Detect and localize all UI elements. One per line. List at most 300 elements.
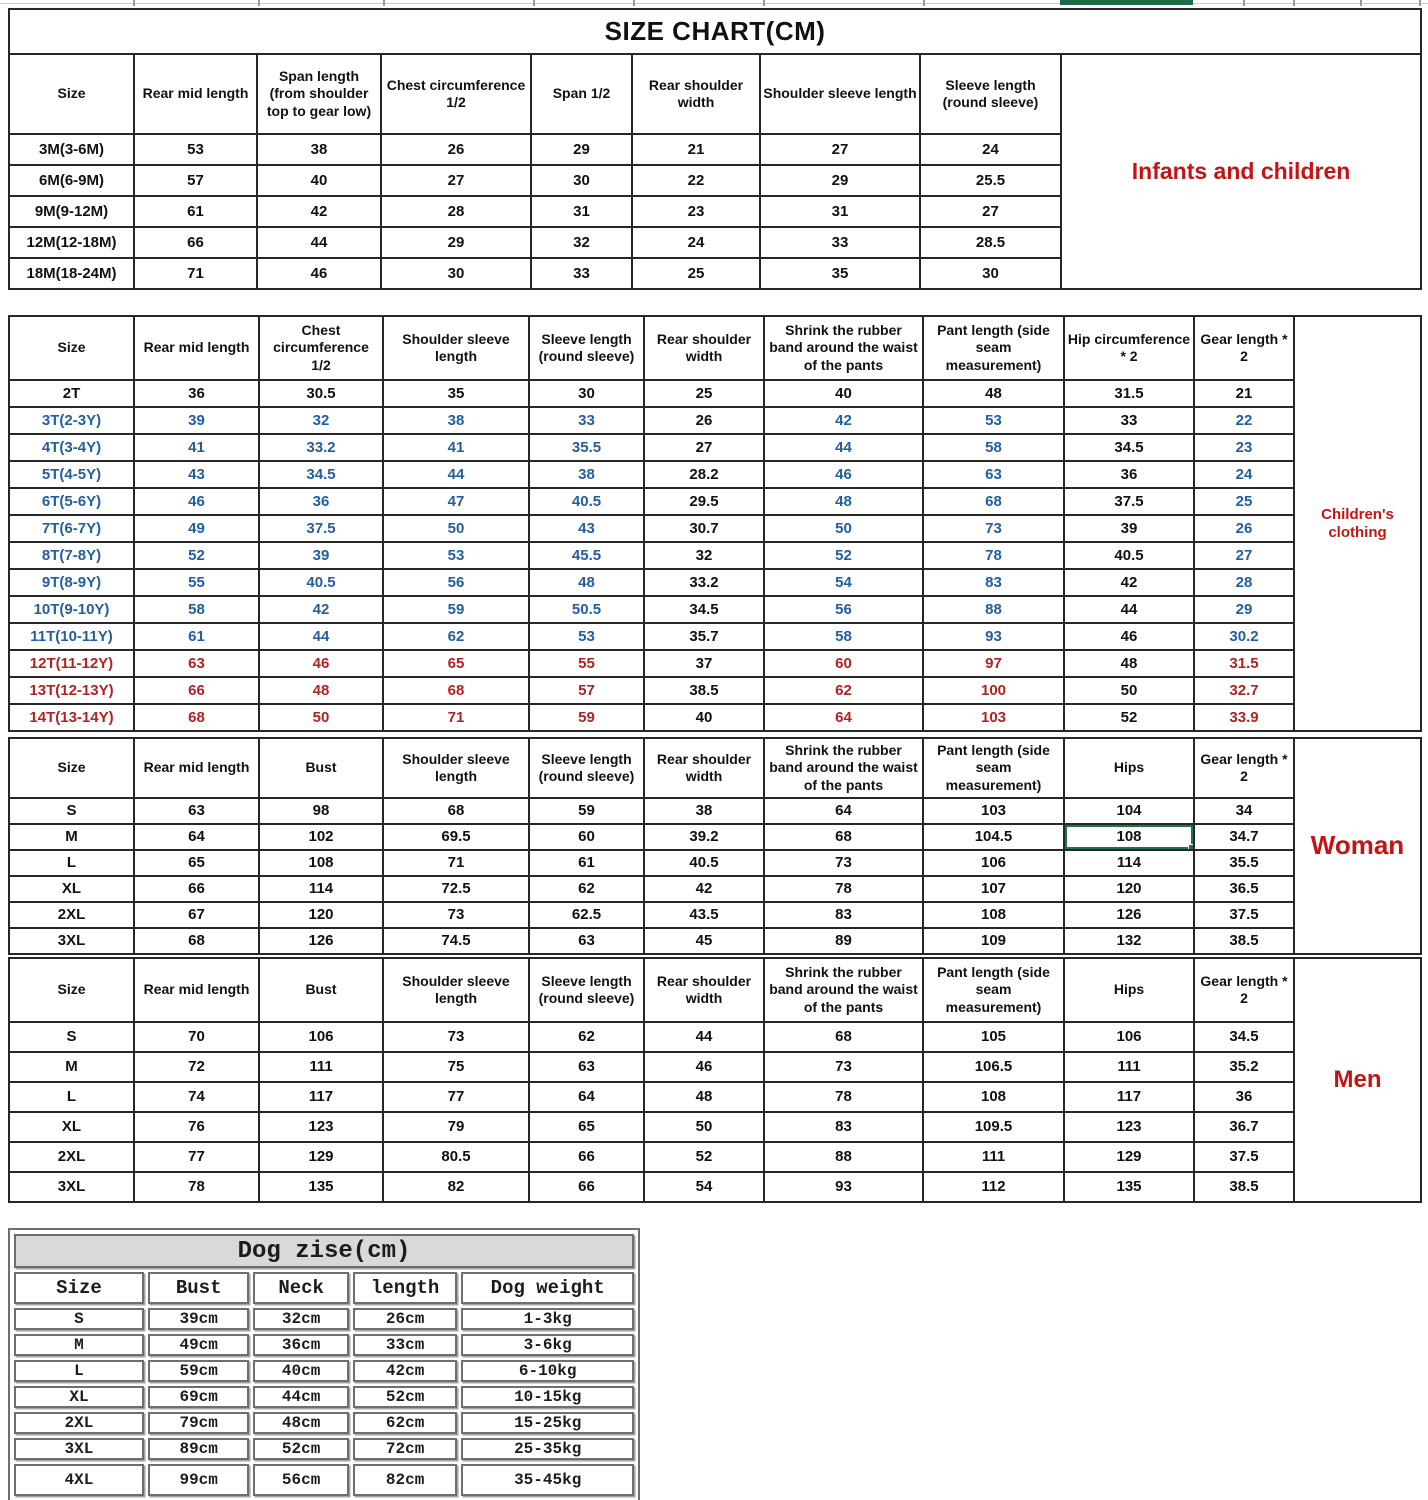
column-header: Shoulder sleeve length: [760, 54, 920, 134]
value-cell: 23: [632, 196, 760, 227]
size-cell: S: [9, 798, 134, 824]
value-cell: 74.5: [383, 928, 529, 954]
value-cell: 22: [632, 165, 760, 196]
value-cell: 60: [764, 650, 923, 677]
size-cell: 14T(13-14Y): [9, 704, 134, 731]
value-cell: 38.5: [1194, 928, 1294, 954]
value-cell: 66: [529, 1172, 644, 1202]
value-cell: 21: [632, 134, 760, 165]
value-cell: 135: [1064, 1172, 1194, 1202]
column-header: Size: [9, 316, 134, 380]
value-cell: 108: [923, 1082, 1064, 1112]
value-cell: 30.5: [259, 380, 383, 407]
table-row: [9, 902, 1421, 928]
value-cell: 108: [259, 850, 383, 876]
value-cell: 24: [920, 134, 1061, 165]
column-header: Shoulder sleeve length: [383, 958, 529, 1022]
table-row: [9, 488, 1421, 515]
value-cell: 34.5: [1194, 1022, 1294, 1052]
value-cell: 42: [1064, 569, 1194, 596]
size-cell: 3XL: [14, 1438, 144, 1460]
value-cell: 80.5: [383, 1142, 529, 1172]
value-cell: 63: [529, 928, 644, 954]
excel-gridline: [0, 3, 1428, 4]
gridline-tick: [1293, 0, 1295, 6]
value-cell: 25: [644, 380, 764, 407]
value-cell: 28: [1194, 569, 1294, 596]
value-cell: 106: [1064, 1022, 1194, 1052]
column-header: Span 1/2: [531, 54, 632, 134]
value-cell: 35-45kg: [461, 1464, 634, 1496]
value-cell: 34.7: [1194, 824, 1294, 850]
group-label: Children's clothing: [1294, 316, 1421, 731]
header-row: [9, 738, 1421, 798]
value-cell: 6-10kg: [461, 1360, 634, 1382]
gridline-tick: [1419, 0, 1421, 6]
gridline-tick: [1360, 0, 1362, 6]
group-label: Woman: [1294, 738, 1421, 954]
table-row: [9, 876, 1421, 902]
value-cell: 60: [529, 824, 644, 850]
table-row: [9, 596, 1421, 623]
column-header: Gear length * 2: [1194, 958, 1294, 1022]
column-header: Pant length (side seam measurement): [923, 738, 1064, 798]
value-cell: 57: [134, 165, 257, 196]
value-cell: 93: [764, 1172, 923, 1202]
column-header: Pant length (side seam measurement): [923, 316, 1064, 380]
column-header: Size: [9, 738, 134, 798]
value-cell: 27: [920, 196, 1061, 227]
value-cell: 123: [259, 1112, 383, 1142]
value-cell: 33.9: [1194, 704, 1294, 731]
table-row: [9, 650, 1421, 677]
column-header: Gear length * 2: [1194, 316, 1294, 380]
value-cell: 41: [134, 434, 259, 461]
value-cell: 48: [1064, 650, 1194, 677]
value-cell: 47: [383, 488, 529, 515]
column-header: Shrink the rubber band around the waist of the pants: [764, 738, 923, 798]
value-cell: 42: [764, 407, 923, 434]
table-row: [9, 434, 1421, 461]
value-cell: 53: [383, 542, 529, 569]
table-row: [9, 677, 1421, 704]
value-cell: 68: [134, 928, 259, 954]
value-cell: 68: [134, 704, 259, 731]
table-row: [14, 1438, 634, 1460]
gridline-tick: [923, 0, 925, 6]
value-cell: 34.5: [259, 461, 383, 488]
value-cell: 30.2: [1194, 623, 1294, 650]
size-cell: 6M(6-9M): [9, 165, 134, 196]
value-cell: 123: [1064, 1112, 1194, 1142]
value-cell: 36.7: [1194, 1112, 1294, 1142]
value-cell: 35.5: [529, 434, 644, 461]
column-header: Rear shoulder width: [644, 316, 764, 380]
value-cell: 37.5: [1064, 488, 1194, 515]
value-cell: 27: [644, 434, 764, 461]
value-cell: 65: [134, 850, 259, 876]
value-cell: 64: [764, 798, 923, 824]
value-cell: 10-15kg: [461, 1386, 634, 1408]
value-cell: 22: [1194, 407, 1294, 434]
value-cell: 41: [383, 434, 529, 461]
table-row: [9, 850, 1421, 876]
header-row: [14, 1272, 634, 1304]
value-cell: 107: [923, 876, 1064, 902]
value-cell: 36cm: [253, 1334, 348, 1356]
value-cell: 73: [383, 1022, 529, 1052]
value-cell: 102: [259, 824, 383, 850]
value-cell: 33: [1064, 407, 1194, 434]
value-cell: 26: [644, 407, 764, 434]
value-cell: 32cm: [253, 1308, 348, 1330]
size-cell: 18M(18-24M): [9, 258, 134, 289]
value-cell: 42: [259, 596, 383, 623]
value-cell: 38: [257, 134, 381, 165]
value-cell: 78: [764, 876, 923, 902]
table-row: [14, 1412, 634, 1434]
value-cell: 1-3kg: [461, 1308, 634, 1330]
table-row: [9, 928, 1421, 954]
value-cell: 29.5: [644, 488, 764, 515]
value-cell: 21: [1194, 380, 1294, 407]
value-cell: 32: [644, 542, 764, 569]
value-cell: 135: [259, 1172, 383, 1202]
column-header: Bust: [259, 958, 383, 1022]
column-header: length: [353, 1272, 458, 1304]
value-cell: 64: [764, 704, 923, 731]
value-cell: 71: [383, 850, 529, 876]
value-cell: 111: [1064, 1052, 1194, 1082]
woman-size-table: [8, 737, 1422, 955]
header-row: [9, 54, 1421, 134]
table-row: [9, 515, 1421, 542]
value-cell: 33: [760, 227, 920, 258]
value-cell: 30: [529, 380, 644, 407]
value-cell: 48: [529, 569, 644, 596]
value-cell: 111: [259, 1052, 383, 1082]
gridline-tick: [763, 0, 765, 6]
value-cell: 46: [764, 461, 923, 488]
value-cell: 34: [1194, 798, 1294, 824]
table-title: Dog zise(cm): [14, 1234, 634, 1268]
value-cell: 53: [134, 134, 257, 165]
value-cell: 50.5: [529, 596, 644, 623]
size-cell: S: [14, 1308, 144, 1330]
value-cell: 109: [923, 928, 1064, 954]
value-cell: 30: [531, 165, 632, 196]
value-cell: 108: [923, 902, 1064, 928]
size-cell: S: [9, 1022, 134, 1052]
column-header: Dog weight: [461, 1272, 634, 1304]
value-cell: 117: [259, 1082, 383, 1112]
gridline-tick: [533, 0, 535, 6]
value-cell: 32: [259, 407, 383, 434]
value-cell: 46: [259, 650, 383, 677]
value-cell: 52: [764, 542, 923, 569]
size-cell: L: [9, 850, 134, 876]
value-cell: 33cm: [353, 1334, 458, 1356]
value-cell: 38: [644, 798, 764, 824]
value-cell: 73: [383, 902, 529, 928]
value-cell: 59: [529, 704, 644, 731]
table-row: [9, 1052, 1421, 1082]
table-title: SIZE CHART(CM): [9, 9, 1421, 54]
value-cell: 30: [381, 258, 531, 289]
value-cell: 54: [644, 1172, 764, 1202]
value-cell: 59: [383, 596, 529, 623]
value-cell: 50: [644, 1112, 764, 1142]
size-cell: M: [9, 824, 134, 850]
value-cell: 78: [134, 1172, 259, 1202]
value-cell: 42: [257, 196, 381, 227]
value-cell: 25.5: [920, 165, 1061, 196]
value-cell: 50: [764, 515, 923, 542]
value-cell: 114: [1064, 850, 1194, 876]
value-cell: 28: [381, 196, 531, 227]
value-cell: 55: [529, 650, 644, 677]
value-cell: 44: [259, 623, 383, 650]
value-cell: 30: [920, 258, 1061, 289]
value-cell: 37: [644, 650, 764, 677]
value-cell: 44cm: [253, 1386, 348, 1408]
selected-cell: 108: [1064, 824, 1194, 850]
column-header: Chest circumference 1/2: [381, 54, 531, 134]
value-cell: 40.5: [529, 488, 644, 515]
value-cell: 66: [134, 876, 259, 902]
value-cell: 40.5: [644, 850, 764, 876]
size-cell: 13T(12-13Y): [9, 677, 134, 704]
header-row: [9, 958, 1421, 1022]
table-row: [9, 407, 1421, 434]
value-cell: 48: [764, 488, 923, 515]
value-cell: 24: [1194, 461, 1294, 488]
value-cell: 40cm: [253, 1360, 348, 1382]
value-cell: 27: [1194, 542, 1294, 569]
value-cell: 24: [632, 227, 760, 258]
men-size-table: [8, 957, 1422, 1203]
value-cell: 89: [764, 928, 923, 954]
value-cell: 79: [383, 1112, 529, 1142]
value-cell: 34.5: [644, 596, 764, 623]
value-cell: 31.5: [1064, 380, 1194, 407]
value-cell: 43.5: [644, 902, 764, 928]
value-cell: 63: [529, 1052, 644, 1082]
value-cell: 36: [259, 488, 383, 515]
table-row: [9, 824, 1421, 850]
value-cell: 50: [259, 704, 383, 731]
value-cell: 66: [134, 227, 257, 258]
size-cell: 8T(7-8Y): [9, 542, 134, 569]
size-cell: 10T(9-10Y): [9, 596, 134, 623]
value-cell: 34.5: [1064, 434, 1194, 461]
size-cell: 12T(11-12Y): [9, 650, 134, 677]
value-cell: 45: [644, 928, 764, 954]
value-cell: 33.2: [259, 434, 383, 461]
value-cell: 39.2: [644, 824, 764, 850]
value-cell: 83: [764, 1112, 923, 1142]
column-header: Size: [9, 958, 134, 1022]
size-cell: XL: [14, 1386, 144, 1408]
table-row: [14, 1464, 634, 1496]
value-cell: 31: [531, 196, 632, 227]
size-cell: 12M(12-18M): [9, 227, 134, 258]
column-header: Sleeve length (round sleeve): [529, 738, 644, 798]
value-cell: 52cm: [253, 1438, 348, 1460]
column-header: Hips: [1064, 958, 1194, 1022]
column-header: Shrink the rubber band around the waist of the pants: [764, 316, 923, 380]
value-cell: 28.5: [920, 227, 1061, 258]
column-header: Sleeve length (round sleeve): [920, 54, 1061, 134]
value-cell: 126: [1064, 902, 1194, 928]
header-row: [9, 316, 1421, 380]
column-header: Rear mid length: [134, 738, 259, 798]
size-cell: 2XL: [14, 1412, 144, 1434]
value-cell: 61: [529, 850, 644, 876]
value-cell: 88: [923, 596, 1064, 623]
value-cell: 120: [259, 902, 383, 928]
gridline-tick: [633, 0, 635, 6]
value-cell: 61: [134, 196, 257, 227]
value-cell: 55: [134, 569, 259, 596]
value-cell: 49cm: [148, 1334, 250, 1356]
value-cell: 53: [529, 623, 644, 650]
value-cell: 26: [381, 134, 531, 165]
value-cell: 46: [1064, 623, 1194, 650]
value-cell: 48: [644, 1082, 764, 1112]
value-cell: 76: [134, 1112, 259, 1142]
value-cell: 98: [259, 798, 383, 824]
value-cell: 114: [259, 876, 383, 902]
size-cell: 9T(8-9Y): [9, 569, 134, 596]
value-cell: 33: [529, 407, 644, 434]
table-row: [9, 380, 1421, 407]
value-cell: 31.5: [1194, 650, 1294, 677]
value-cell: 31: [760, 196, 920, 227]
value-cell: 70: [134, 1022, 259, 1052]
value-cell: 69cm: [148, 1386, 250, 1408]
value-cell: 56cm: [253, 1464, 348, 1496]
value-cell: 100: [923, 677, 1064, 704]
value-cell: 46: [257, 258, 381, 289]
value-cell: 97: [923, 650, 1064, 677]
table-row: [9, 1022, 1421, 1052]
value-cell: 36: [1194, 1082, 1294, 1112]
size-cell: 7T(6-7Y): [9, 515, 134, 542]
table-row: [9, 569, 1421, 596]
value-cell: 46: [134, 488, 259, 515]
column-header: Hip circumference * 2: [1064, 316, 1194, 380]
value-cell: 129: [1064, 1142, 1194, 1172]
size-cell: 4XL: [14, 1464, 144, 1496]
value-cell: 49: [134, 515, 259, 542]
value-cell: 106.5: [923, 1052, 1064, 1082]
value-cell: 44: [383, 461, 529, 488]
column-header: Bust: [148, 1272, 250, 1304]
table-row: [14, 1386, 634, 1408]
value-cell: 58: [764, 623, 923, 650]
value-cell: 62: [764, 677, 923, 704]
value-cell: 35: [383, 380, 529, 407]
table-row: [9, 704, 1421, 731]
value-cell: 48: [923, 380, 1064, 407]
column-header: Sleeve length (round sleeve): [529, 316, 644, 380]
size-cell: 4T(3-4Y): [9, 434, 134, 461]
value-cell: 36: [134, 380, 259, 407]
value-cell: 62: [529, 876, 644, 902]
value-cell: 35.2: [1194, 1052, 1294, 1082]
infants-size-table: [8, 8, 1422, 290]
column-header: Chest circumference 1/2: [259, 316, 383, 380]
children-size-table: [8, 315, 1422, 732]
value-cell: 32.7: [1194, 677, 1294, 704]
table-row: [9, 1082, 1421, 1112]
size-cell: L: [14, 1360, 144, 1382]
group-label: Infants and children: [1061, 54, 1421, 289]
value-cell: 36.5: [1194, 876, 1294, 902]
value-cell: 103: [923, 798, 1064, 824]
size-cell: 9M(9-12M): [9, 196, 134, 227]
value-cell: 104: [1064, 798, 1194, 824]
size-cell: XL: [9, 1112, 134, 1142]
value-cell: 63: [923, 461, 1064, 488]
value-cell: 52: [644, 1142, 764, 1172]
column-header: Rear shoulder width: [644, 738, 764, 798]
table-row: [14, 1360, 634, 1382]
value-cell: 44: [257, 227, 381, 258]
value-cell: 29: [531, 134, 632, 165]
value-cell: 72.5: [383, 876, 529, 902]
value-cell: 111: [923, 1142, 1064, 1172]
value-cell: 35: [760, 258, 920, 289]
gridline-tick: [133, 0, 135, 6]
value-cell: 35.7: [644, 623, 764, 650]
value-cell: 126: [259, 928, 383, 954]
value-cell: 23: [1194, 434, 1294, 461]
value-cell: 82cm: [353, 1464, 458, 1496]
selected-column-indicator: [1060, 0, 1193, 5]
value-cell: 68: [923, 488, 1064, 515]
value-cell: 40: [644, 704, 764, 731]
value-cell: 132: [1064, 928, 1194, 954]
value-cell: 93: [923, 623, 1064, 650]
size-cell: 3XL: [9, 928, 134, 954]
value-cell: 68: [383, 677, 529, 704]
gridline-tick: [383, 0, 385, 6]
group-label: Men: [1294, 958, 1421, 1202]
value-cell: 104.5: [923, 824, 1064, 850]
value-cell: 44: [644, 1022, 764, 1052]
value-cell: 25: [1194, 488, 1294, 515]
value-cell: 73: [923, 515, 1064, 542]
value-cell: 38.5: [644, 677, 764, 704]
size-cell: 3XL: [9, 1172, 134, 1202]
value-cell: 103: [923, 704, 1064, 731]
table-row: [9, 1172, 1421, 1202]
value-cell: 106: [923, 850, 1064, 876]
value-cell: 45.5: [529, 542, 644, 569]
value-cell: 58: [134, 596, 259, 623]
value-cell: 42cm: [353, 1360, 458, 1382]
value-cell: 25: [632, 258, 760, 289]
value-cell: 40: [764, 380, 923, 407]
value-cell: 40.5: [259, 569, 383, 596]
value-cell: 69.5: [383, 824, 529, 850]
value-cell: 37.5: [259, 515, 383, 542]
value-cell: 29: [760, 165, 920, 196]
column-header: Pant length (side seam measurement): [923, 958, 1064, 1022]
value-cell: 83: [764, 902, 923, 928]
